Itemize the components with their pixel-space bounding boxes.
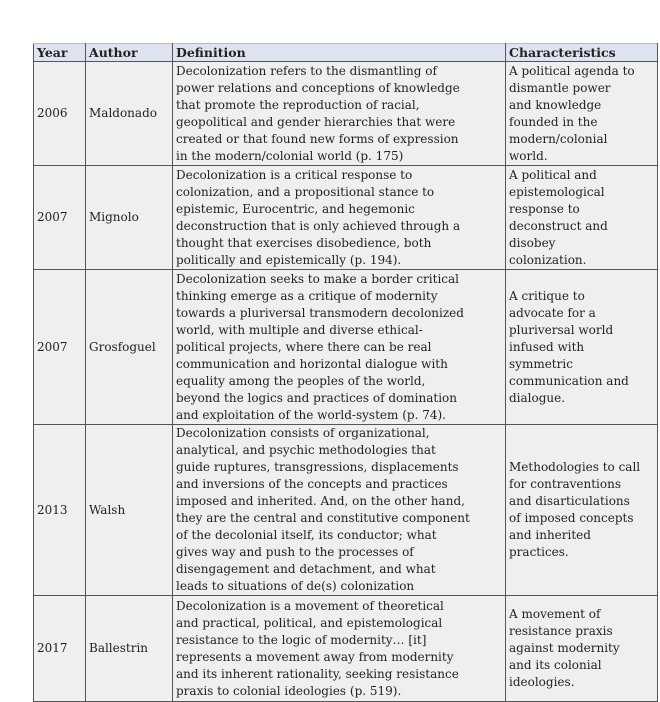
definition-cell: Decolonization refers to the dismantling of power relations and conceptions of knowledge that promote the reproduction of racial, geopolitical and gender hierarchies that were created or that found new forms of expression in the modern/colonial world (p. 175) bbox=[173, 62, 506, 166]
definition-cell: Decolonization seeks to make a border critical thinking emerge as a critique of modernity towards a pluriversal transmodern decolonized world, with multiple and diverse ethical- political projects, where there can be real communication and horizontal dialogue with equality among the peoples of the world, beyond the logics and practices of domination and exploitation of the world-system (p. 74). bbox=[173, 270, 506, 425]
characteristics-cell: Methodologies to call for contraventions and disarticulations of imposed concepts and inherited practices. bbox=[506, 425, 658, 596]
header-year: Year bbox=[34, 44, 86, 62]
header-characteristics: Characteristics bbox=[506, 44, 658, 62]
decolonization-definitions-table bbox=[33, 43, 658, 702]
table-row bbox=[34, 270, 658, 425]
author-cell: Walsh bbox=[86, 425, 173, 596]
table-row bbox=[34, 425, 658, 596]
characteristics-cell: A movement of resistance praxis against modernity and its colonial ideologies. bbox=[506, 596, 658, 702]
definition-cell: Decolonization consists of organizational, analytical, and psychic methodologies that guide ruptures, transgressions, displacements and inversions of the concepts and practices imposed and inherited. And, on the other hand, they are the central and constitutive component of the decolonial itself, its conductor; what gives way and push to the processes of disengagement and detachment, and what leads to situations of de(s) colonization bbox=[173, 425, 506, 596]
header-author: Author bbox=[86, 44, 173, 62]
year-cell: 2006 bbox=[34, 62, 86, 166]
characteristics-cell: A critique to advocate for a pluriversal world infused with symmetric communication and dialogue. bbox=[506, 270, 658, 425]
author-cell: Mignolo bbox=[86, 166, 173, 270]
author-cell: Grosfoguel bbox=[86, 270, 173, 425]
definition-cell: Decolonization is a movement of theoretical and practical, political, and epistemological resistance to the logic of modernity… [it] represents a movement away from modernity and its inherent rationality, seeking resistance praxis to colonial ideologies (p. 519). bbox=[173, 596, 506, 702]
header-definition: Definition bbox=[173, 44, 506, 62]
table-row bbox=[34, 62, 658, 166]
author-cell: Maldonado bbox=[86, 62, 173, 166]
characteristics-cell: A political agenda to dismantle power and knowledge founded in the modern/colonial world. bbox=[506, 62, 658, 166]
year-cell: 2007 bbox=[34, 166, 86, 270]
characteristics-cell: A political and epistemological response to deconstruct and disobey colonization. bbox=[506, 166, 658, 270]
year-cell: 2017 bbox=[34, 596, 86, 702]
author-cell: Ballestrin bbox=[86, 596, 173, 702]
table-row bbox=[34, 596, 658, 702]
definition-cell: Decolonization is a critical response to colonization, and a propositional stance to epistemic, Eurocentric, and hegemonic deconstruction that is only achieved through a thought that exercises disobedience, both politically and epistemically (p. 194). bbox=[173, 166, 506, 270]
year-cell: 2013 bbox=[34, 425, 86, 596]
table-header-row bbox=[34, 44, 658, 62]
year-cell: 2007 bbox=[34, 270, 86, 425]
table-row bbox=[34, 166, 658, 270]
